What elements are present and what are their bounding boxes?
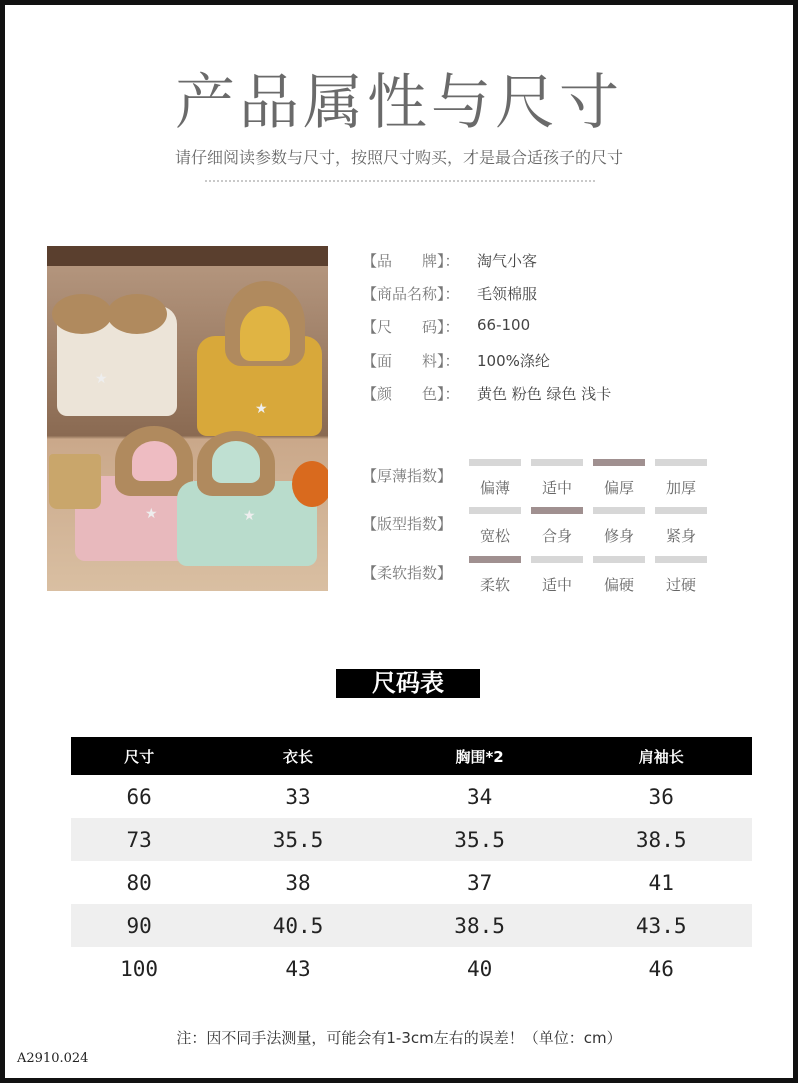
- page-subtitle: 请仔细阅读参数与尺寸，按照尺寸购买，才是最合适孩子的尺寸: [174, 148, 623, 167]
- index-bar: [655, 507, 707, 514]
- index-option: 合身: [541, 527, 572, 545]
- table-cell: 35.5: [389, 818, 571, 861]
- index-bar: [469, 507, 521, 514]
- table-cell: 80: [126, 870, 152, 895]
- table-row: [71, 775, 752, 818]
- attribute-label: 【面 料】：: [362, 352, 460, 370]
- attribute-value: 66-100: [477, 316, 531, 334]
- column-header: 衣长: [207, 737, 389, 775]
- index-bar: [531, 459, 583, 466]
- index-bar-selected: [593, 459, 645, 466]
- table-cell: 41: [648, 870, 674, 895]
- product-photo: ★ ★ ★ ★: [47, 246, 328, 591]
- attribute-value: 黄色 粉色 绿色 浅卡: [477, 385, 612, 403]
- product-code: A2910.024: [17, 1051, 89, 1066]
- table-cell: 40.5: [207, 904, 389, 947]
- table-cell: 40: [466, 956, 493, 981]
- table-row: [71, 904, 752, 947]
- index-option: 过硬: [665, 576, 696, 594]
- index-option: 修身: [603, 527, 634, 545]
- table-cell: 37: [466, 870, 493, 895]
- index-option: 偏薄: [479, 479, 510, 497]
- table-row: [71, 818, 752, 861]
- table-cell: 90: [71, 904, 207, 947]
- index-option: 适中: [541, 576, 572, 594]
- attribute-value: 毛领棉服: [477, 285, 538, 303]
- index-bar: [469, 459, 521, 466]
- table-cell: 73: [71, 818, 207, 861]
- table-cell: 43.5: [570, 904, 752, 947]
- page-title: 产品属性与尺寸: [175, 68, 623, 138]
- index-softness: [362, 562, 722, 602]
- size-table: [71, 737, 752, 990]
- divider: [205, 180, 595, 182]
- index-option: 柔软: [479, 576, 510, 594]
- index-bar-selected: [531, 507, 583, 514]
- table-cell: 46: [648, 956, 674, 981]
- index-label: 【厚薄指数】: [362, 467, 453, 485]
- index-thickness: [362, 465, 722, 505]
- table-cell: 38: [285, 870, 311, 895]
- index-label: 【柔软指数】: [362, 564, 453, 582]
- index-option: 加厚: [665, 479, 696, 497]
- attribute-label: 【品 牌】：: [362, 252, 460, 270]
- index-bar: [593, 556, 645, 563]
- column-header: 胸围*2: [389, 737, 571, 775]
- size-chart-heading: 尺码表: [336, 669, 480, 698]
- index-option: 紧身: [665, 527, 696, 545]
- index-fit: [362, 513, 722, 553]
- attribute-value: 100%涤纶: [477, 352, 550, 370]
- index-bar: [531, 556, 583, 563]
- index-option: 适中: [541, 479, 572, 497]
- table-cell: 33: [285, 784, 311, 809]
- table-row: [71, 861, 752, 904]
- table-cell: 35.5: [207, 818, 389, 861]
- table-cell: 100: [120, 956, 159, 981]
- index-option: 宽松: [479, 527, 510, 545]
- attribute-label: 【商品名称】：: [362, 285, 460, 303]
- table-header-row: [71, 737, 752, 775]
- attribute-value: 淘气小客: [477, 252, 538, 270]
- table-cell: 38.5: [389, 904, 571, 947]
- table-row: [71, 947, 752, 990]
- index-option: 偏硬: [603, 576, 634, 594]
- index-bar: [655, 459, 707, 466]
- index-bar: [593, 507, 645, 514]
- table-cell: 66: [126, 784, 152, 809]
- column-header: 尺寸: [71, 737, 207, 775]
- index-label: 【版型指数】: [362, 515, 453, 533]
- measurement-note: 注：因不同手法测量，可能会有1-3cm左右的误差！（单位：cm）: [176, 1029, 622, 1047]
- table-cell: 43: [285, 956, 311, 981]
- table-cell: 34: [466, 784, 493, 809]
- table-cell: 36: [648, 784, 674, 809]
- attribute-label: 【颜 色】：: [362, 385, 460, 403]
- attribute-label: 【尺 码】：: [362, 318, 460, 336]
- index-bar: [655, 556, 707, 563]
- column-header: 肩袖长: [570, 737, 752, 775]
- index-option: 偏厚: [603, 479, 634, 497]
- table-cell: 38.5: [570, 818, 752, 861]
- index-bar-selected: [469, 556, 521, 563]
